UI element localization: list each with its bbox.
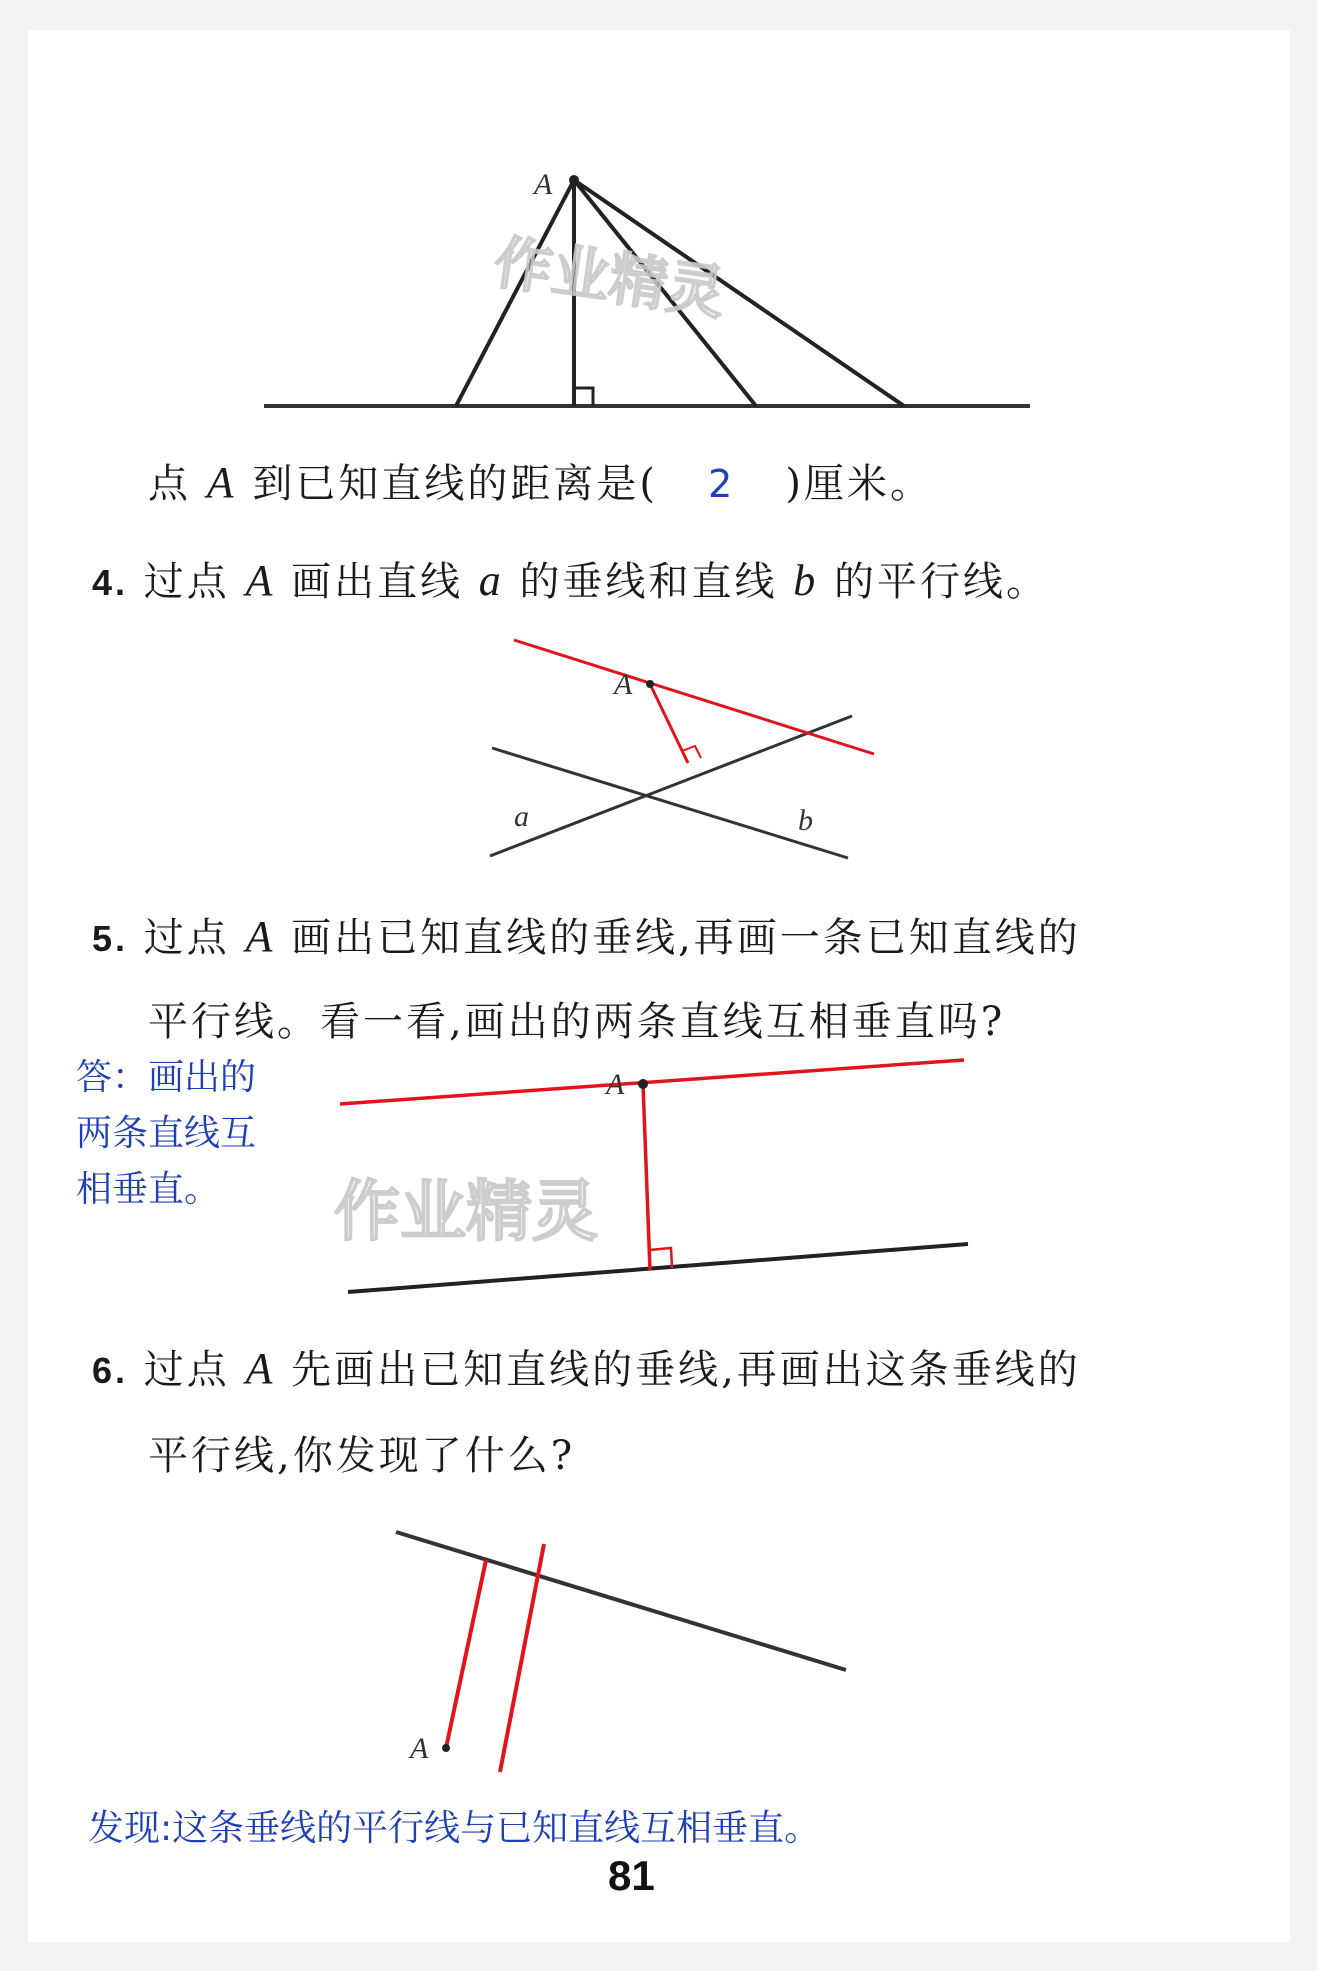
figure-q6 [380, 1510, 860, 1800]
point-a [569, 175, 579, 185]
q3-answer-line [148, 452, 933, 509]
q4-point: A [245, 556, 276, 605]
q5-answer [76, 1050, 256, 1218]
q4-text-3: 的垂线和直线 [519, 559, 778, 605]
label-a: A [534, 168, 553, 201]
q6-point: A [245, 1344, 276, 1393]
q6-question-line-2: 平行线,你发现了什么? [148, 1433, 576, 1479]
q5-answer-line-1: 答：画出的 [76, 1057, 257, 1098]
q3-suffix: )厘米。 [785, 461, 933, 507]
watermark: 作业精灵 [334, 1173, 598, 1250]
q5-point: A [245, 912, 276, 961]
q3-point: A [206, 458, 237, 507]
q4-question [92, 550, 1049, 607]
label-a: a [514, 800, 529, 833]
q3-prefix: 点 [148, 461, 191, 507]
q4-text-1: 过点 [143, 559, 230, 605]
q4-text-4: 的平行线。 [833, 559, 1049, 605]
given-line [348, 1244, 968, 1292]
q4-var-b: b [793, 556, 819, 605]
q5-number: 5. [92, 918, 129, 959]
label-b: b [798, 804, 813, 837]
q6-question-line-1 [92, 1338, 1081, 1395]
right-angle-mark [574, 388, 593, 406]
parallel-line-red [514, 640, 874, 754]
q3-answer: 2 [708, 462, 736, 506]
q5-text-1: 过点 [143, 915, 230, 961]
label-A: A [410, 1732, 429, 1765]
parallel-line-red [500, 1544, 544, 1772]
line-b [492, 748, 848, 858]
q5-answer-line-2: 两条直线互 [76, 1113, 257, 1154]
perpendicular-line-red [643, 1084, 650, 1270]
figure-point-to-line [250, 150, 1050, 420]
q3-middle: 到已知直线的距离是( [252, 461, 658, 507]
right-angle-mark [649, 1248, 672, 1268]
label-A: A [606, 1068, 625, 1101]
q5-text-2: 画出已知直线的垂线,再画一条已知直线的 [291, 915, 1081, 961]
point-a [638, 1079, 648, 1089]
figure-q4 [470, 620, 910, 870]
q6-answer: 发现:这条垂线的平行线与已知直线互相垂直。 [88, 1808, 821, 1849]
q5-answer-line-3: 相垂直。 [76, 1169, 221, 1210]
watermark: 作业精灵 [490, 228, 730, 328]
page-number: 81 [608, 1852, 655, 1899]
q5-question-line-2: 平行线。看一看,画出的两条直线互相垂直吗? [148, 999, 1006, 1045]
q6-number: 6. [92, 1350, 129, 1391]
point-a [646, 680, 654, 688]
q4-var-a: a [478, 556, 504, 605]
label-A: A [614, 668, 633, 701]
perpendicular-line-red [446, 1560, 486, 1748]
given-line [396, 1532, 846, 1670]
parallel-line-red [340, 1060, 964, 1104]
q6-text-2: 先画出已知直线的垂线,再画出这条垂线的 [291, 1347, 1081, 1393]
figure-q5 [310, 1050, 990, 1310]
q4-text-2: 画出直线 [291, 559, 464, 605]
point-a [442, 1744, 450, 1752]
q4-number: 4. [92, 562, 129, 603]
q6-text-1: 过点 [143, 1347, 230, 1393]
q5-question-line-1 [92, 906, 1081, 963]
